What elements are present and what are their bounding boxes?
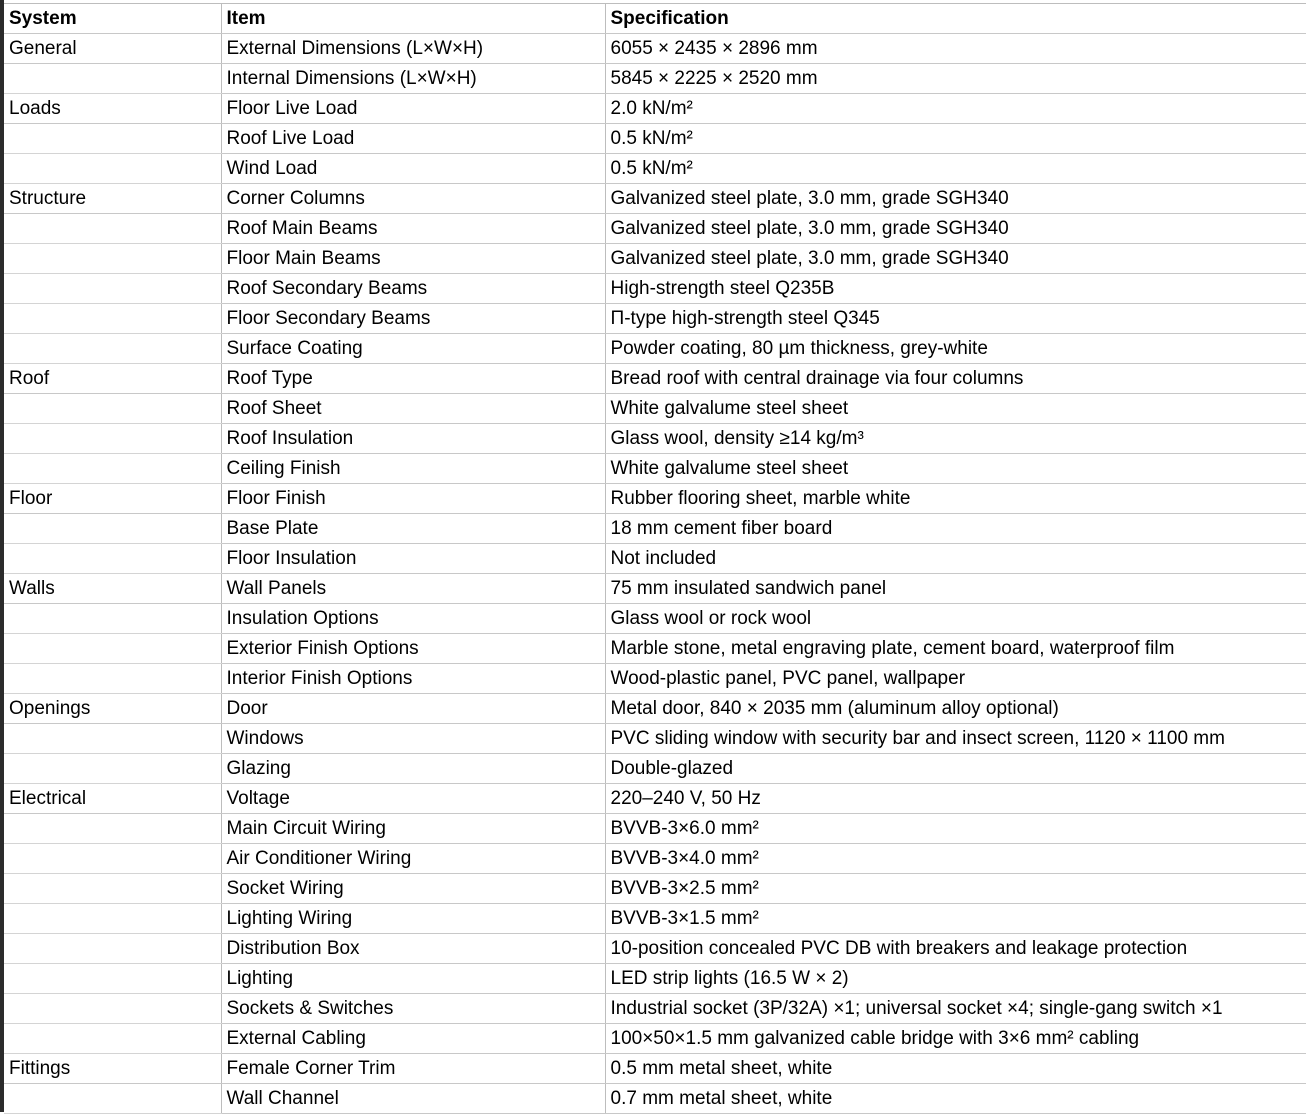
system-cell[interactable]: General [4, 34, 221, 64]
item-cell[interactable]: External Cabling [221, 1024, 605, 1054]
item-cell[interactable]: Air Conditioner Wiring [221, 844, 605, 874]
system-cell[interactable] [4, 214, 221, 244]
specification-cell[interactable]: 2.0 kN/m² [605, 94, 1306, 124]
specification-cell[interactable]: Bread roof with central drainage via four columns [605, 364, 1306, 394]
item-cell[interactable]: Voltage [221, 784, 605, 814]
table-row [4, 214, 1306, 244]
system-cell[interactable]: Openings [4, 694, 221, 724]
specification-cell[interactable]: White galvalume steel sheet [605, 394, 1306, 424]
specification-cell[interactable]: Powder coating, 80 µm thickness, grey-white [605, 334, 1306, 364]
system-cell[interactable]: Structure [4, 184, 221, 214]
table-row [4, 274, 1306, 304]
specification-cell[interactable]: 75 mm insulated sandwich panel [605, 574, 1306, 604]
system-cell[interactable] [4, 244, 221, 274]
table-row [4, 424, 1306, 454]
specification-table [4, 3, 1306, 1114]
table-row [4, 1024, 1306, 1054]
specification-cell[interactable]: 6055 × 2435 × 2896 mm [605, 34, 1306, 64]
table-row [4, 754, 1306, 784]
specification-cell[interactable]: Not included [605, 544, 1306, 574]
specification-cell[interactable]: Double-glazed [605, 754, 1306, 784]
table-row [4, 634, 1306, 664]
specification-cell[interactable]: 220–240 V, 50 Hz [605, 784, 1306, 814]
specification-cell[interactable]: 0.5 kN/m² [605, 124, 1306, 154]
system-cell[interactable] [4, 724, 221, 754]
specification-cell[interactable]: Glass wool or rock wool [605, 604, 1306, 634]
table-row [4, 94, 1306, 124]
specification-cell[interactable]: BVVB-3×6.0 mm² [605, 814, 1306, 844]
item-cell[interactable]: Distribution Box [221, 934, 605, 964]
item-cell[interactable]: Exterior Finish Options [221, 634, 605, 664]
specification-cell[interactable]: 0.5 kN/m² [605, 154, 1306, 184]
table-row [4, 574, 1306, 604]
item-cell[interactable]: Wall Panels [221, 574, 605, 604]
item-cell[interactable]: Wall Channel [221, 1084, 605, 1114]
table-row [4, 994, 1306, 1024]
item-cell[interactable]: Door [221, 694, 605, 724]
table-row [4, 874, 1306, 904]
system-cell[interactable] [4, 154, 221, 184]
system-cell[interactable] [4, 304, 221, 334]
specification-cell[interactable]: Marble stone, metal engraving plate, cement board, waterproof film [605, 634, 1306, 664]
item-cell[interactable]: Corner Columns [221, 184, 605, 214]
system-cell[interactable] [4, 454, 221, 484]
system-cell[interactable] [4, 1084, 221, 1114]
item-cell[interactable]: Lighting [221, 964, 605, 994]
specification-cell[interactable]: LED strip lights (16.5 W × 2) [605, 964, 1306, 994]
system-cell[interactable]: Fittings [4, 1054, 221, 1084]
item-cell[interactable]: Roof Insulation [221, 424, 605, 454]
table-body [4, 34, 1306, 1114]
specification-cell[interactable]: 100×50×1.5 mm galvanized cable bridge with 3×6 mm² cabling [605, 1024, 1306, 1054]
item-cell[interactable]: Wind Load [221, 154, 605, 184]
table-row [4, 184, 1306, 214]
specification-cell[interactable]: Industrial socket (3P/32A) ×1; universal socket ×4; single-gang switch ×1 [605, 994, 1306, 1024]
item-cell[interactable]: Floor Main Beams [221, 244, 605, 274]
specification-cell[interactable]: High-strength steel Q235B [605, 274, 1306, 304]
table-row [4, 1054, 1306, 1084]
item-cell[interactable]: Roof Main Beams [221, 214, 605, 244]
item-cell[interactable]: Surface Coating [221, 334, 605, 364]
table-row [4, 664, 1306, 694]
specification-cell[interactable]: 10-position concealed PVC DB with breakers and leakage protection [605, 934, 1306, 964]
table-row [4, 244, 1306, 274]
item-cell[interactable]: Interior Finish Options [221, 664, 605, 694]
item-cell[interactable]: Base Plate [221, 514, 605, 544]
specification-cell[interactable]: Galvanized steel plate, 3.0 mm, grade SGH340 [605, 184, 1306, 214]
item-cell[interactable]: Glazing [221, 754, 605, 784]
system-cell[interactable] [4, 994, 221, 1024]
specification-cell[interactable]: BVVB-3×4.0 mm² [605, 844, 1306, 874]
item-cell[interactable]: Roof Type [221, 364, 605, 394]
item-cell[interactable]: Main Circuit Wiring [221, 814, 605, 844]
table-row [4, 304, 1306, 334]
specification-cell[interactable]: BVVB-3×2.5 mm² [605, 874, 1306, 904]
table-row [4, 844, 1306, 874]
system-cell[interactable] [4, 604, 221, 634]
item-cell[interactable]: Roof Secondary Beams [221, 274, 605, 304]
table-row [4, 154, 1306, 184]
column-header-specification[interactable]: Specification [605, 4, 1306, 34]
table-row [4, 904, 1306, 934]
table-row [4, 484, 1306, 514]
specification-cell[interactable]: Galvanized steel plate, 3.0 mm, grade SGH340 [605, 244, 1306, 274]
system-cell[interactable] [4, 124, 221, 154]
system-cell[interactable] [4, 634, 221, 664]
item-cell[interactable]: External Dimensions (L×W×H) [221, 34, 605, 64]
system-cell[interactable]: Loads [4, 94, 221, 124]
table-row [4, 604, 1306, 634]
specification-cell[interactable]: 0.5 mm metal sheet, white [605, 1054, 1306, 1084]
item-cell[interactable]: Ceiling Finish [221, 454, 605, 484]
system-cell[interactable] [4, 1024, 221, 1054]
column-header-item[interactable]: Item [221, 4, 605, 34]
specification-cell[interactable]: Wood-plastic panel, PVC panel, wallpaper [605, 664, 1306, 694]
system-cell[interactable] [4, 544, 221, 574]
table-row [4, 364, 1306, 394]
table-row [4, 544, 1306, 574]
system-cell[interactable]: Floor [4, 484, 221, 514]
item-cell[interactable]: Windows [221, 724, 605, 754]
specification-cell[interactable]: 5845 × 2225 × 2520 mm [605, 64, 1306, 94]
item-cell[interactable]: Internal Dimensions (L×W×H) [221, 64, 605, 94]
item-cell[interactable]: Roof Sheet [221, 394, 605, 424]
item-cell[interactable]: Socket Wiring [221, 874, 605, 904]
item-cell[interactable]: Insulation Options [221, 604, 605, 634]
table-header-row [4, 4, 1306, 34]
specification-cell[interactable]: Metal door, 840 × 2035 mm (aluminum alloy optional) [605, 694, 1306, 724]
system-cell[interactable]: Electrical [4, 784, 221, 814]
system-cell[interactable] [4, 964, 221, 994]
system-cell[interactable] [4, 274, 221, 304]
item-cell[interactable]: Lighting Wiring [221, 904, 605, 934]
specification-cell[interactable]: 0.7 mm metal sheet, white [605, 1084, 1306, 1114]
table-row [4, 334, 1306, 364]
system-cell[interactable] [4, 934, 221, 964]
table-row [4, 394, 1306, 424]
system-cell[interactable] [4, 814, 221, 844]
item-cell[interactable]: Roof Live Load [221, 124, 605, 154]
system-cell[interactable] [4, 424, 221, 454]
table-row [4, 124, 1306, 154]
table-row [4, 64, 1306, 94]
system-cell[interactable] [4, 874, 221, 904]
specification-cell[interactable]: BVVB-3×1.5 mm² [605, 904, 1306, 934]
table-row [4, 964, 1306, 994]
specification-cell[interactable]: Π-type high-strength steel Q345 [605, 304, 1306, 334]
system-cell[interactable] [4, 844, 221, 874]
table-row [4, 34, 1306, 64]
table-row [4, 1084, 1306, 1114]
item-cell[interactable]: Sockets & Switches [221, 994, 605, 1024]
specification-cell[interactable]: White galvalume steel sheet [605, 454, 1306, 484]
table-row [4, 724, 1306, 754]
item-cell[interactable]: Floor Secondary Beams [221, 304, 605, 334]
system-cell[interactable]: Walls [4, 574, 221, 604]
system-cell[interactable] [4, 64, 221, 94]
table-row [4, 694, 1306, 724]
specification-cell[interactable]: Rubber flooring sheet, marble white [605, 484, 1306, 514]
system-cell[interactable]: Roof [4, 364, 221, 394]
system-cell[interactable] [4, 664, 221, 694]
item-cell[interactable]: Floor Insulation [221, 544, 605, 574]
table-row [4, 934, 1306, 964]
item-cell[interactable]: Floor Finish [221, 484, 605, 514]
system-cell[interactable] [4, 514, 221, 544]
table-row [4, 814, 1306, 844]
system-cell[interactable] [4, 394, 221, 424]
column-header-system[interactable]: System [4, 4, 221, 34]
specification-cell[interactable]: PVC sliding window with security bar and insect screen, 1120 × 1100 mm [605, 724, 1306, 754]
system-cell[interactable] [4, 904, 221, 934]
table-row [4, 514, 1306, 544]
item-cell[interactable]: Female Corner Trim [221, 1054, 605, 1084]
specification-cell[interactable]: Glass wool, density ≥14 kg/m³ [605, 424, 1306, 454]
table-row [4, 454, 1306, 484]
system-cell[interactable] [4, 754, 221, 784]
specification-cell[interactable]: Galvanized steel plate, 3.0 mm, grade SGH340 [605, 214, 1306, 244]
specification-cell[interactable]: 18 mm cement fiber board [605, 514, 1306, 544]
system-cell[interactable] [4, 334, 221, 364]
table-row [4, 784, 1306, 814]
item-cell[interactable]: Floor Live Load [221, 94, 605, 124]
